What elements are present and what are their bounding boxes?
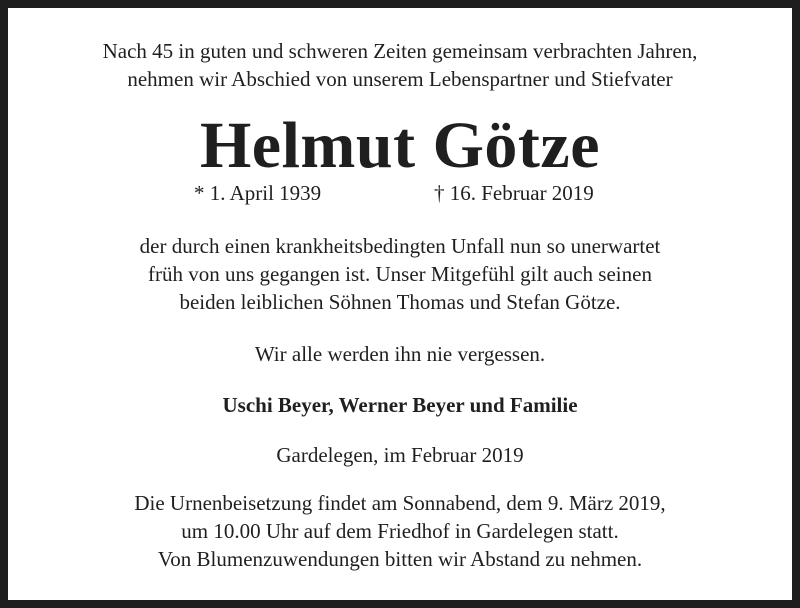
deceased-name: Helmut Götze	[199, 109, 601, 182]
body-line-1: der durch einen krankheitsbedingten Unfall nun so unerwartet	[139, 234, 661, 258]
funeral-line-2: um 10.00 Uhr auf dem Friedhof in Gardelegen statt.	[181, 519, 619, 543]
funeral-line-3: Von Blumenzuwendungen bitten wir Abstand zu nehmen.	[157, 547, 643, 571]
body-line-3: beiden leiblichen Söhnen Thomas und Stefan Götze.	[179, 290, 621, 314]
signature-line: Uschi Beyer, Werner Beyer und Familie	[222, 393, 578, 417]
birth-date: * 1. April 1939	[194, 181, 322, 205]
intro-line-1: Nach 45 in guten und schweren Zeiten gemeinsam verbrachten Jahren,	[102, 39, 698, 63]
body-line-2: früh von uns gegangen ist. Unser Mitgefühl gilt auch seinen	[148, 262, 652, 286]
funeral-line-1: Die Urnenbeisetzung findet am Sonnabend, dem 9. März 2019,	[134, 491, 666, 515]
place-date-line: Gardelegen, im Februar 2019	[276, 443, 524, 467]
closing-line: Wir alle werden ihn nie vergessen.	[254, 342, 546, 366]
death-date: † 16. Februar 2019	[434, 181, 594, 205]
intro-line-2: nehmen wir Abschied von unserem Lebenspartner und Stiefvater	[127, 67, 673, 91]
